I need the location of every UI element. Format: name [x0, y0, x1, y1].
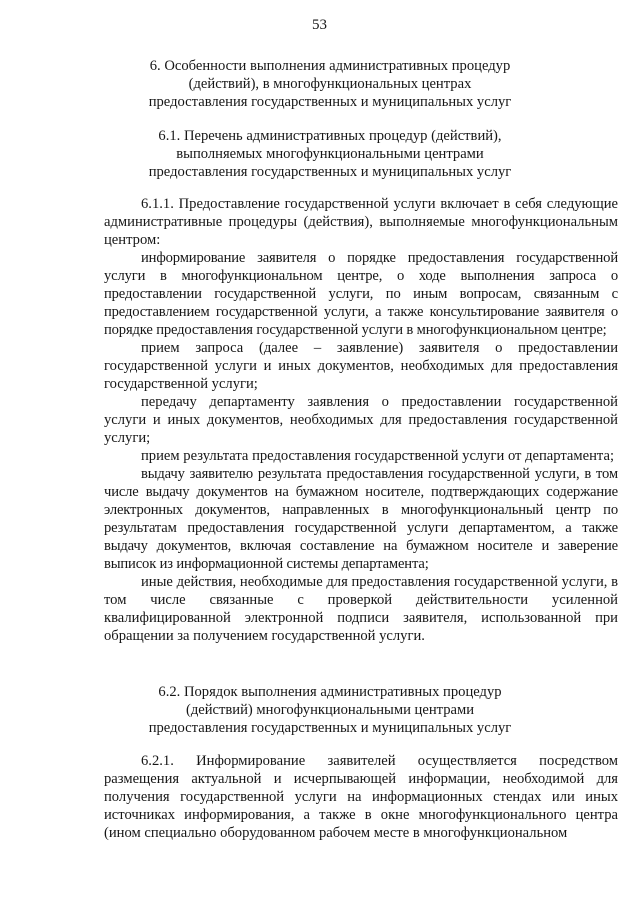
list-item-receiving-result: прием результата предоставления государственной услуги от департамента;: [141, 448, 615, 464]
heading-line: 6.1. Перечень административных процедур (действий),: [158, 128, 502, 144]
section-6-2-body: [104, 752, 618, 842]
heading-line: (действий) многофункциональными центрами: [185, 702, 475, 718]
heading-line: 6. Особенности выполнения административных процедур: [149, 58, 511, 74]
paragraph-6-1-1: 6.1.1. Предоставление государственной услуги включает в себя следующие административные процедуры (действия), выполняемые многофункциональным центром:: [104, 196, 618, 248]
list-item-transfer-to-department: передачу департаменту заявления о предоставлении государственной услуги и иных документов, необходимых для предоставления государственной услуги;: [104, 394, 618, 446]
section-6-1-heading: [90, 127, 570, 181]
heading-line: 6.2. Порядок выполнения административных процедур: [158, 684, 502, 700]
heading-line: предоставления государственных и муниципальных услуг: [148, 720, 512, 736]
heading-line: предоставления государственных и муниципальных услуг: [148, 94, 512, 110]
heading-line: предоставления государственных и муниципальных услуг: [148, 164, 512, 180]
section-6-1-body: [104, 195, 618, 645]
heading-line: (действий), в многофункциональных центрах: [188, 76, 472, 92]
page-number: 53: [312, 17, 327, 33]
list-item-receiving-request: прием запроса (далее – заявление) заявителя о предоставлении государственной услуги и иных документов, необходимых для предоставления государственной услуги;: [104, 340, 618, 392]
list-item-other-actions: иные действия, необходимые для предоставления государственной услуги, в том числе связанные с проверкой действительности усиленной квалифицированной электронной подписи заявителя, использованной при обращении за получением государственной услуги.: [104, 574, 618, 644]
section-6-heading: [90, 57, 570, 111]
section-6-2-heading: [90, 683, 570, 737]
paragraph-6-2-1: 6.2.1. Информирование заявителей осуществляется посредством размещения актуальной и исчерпывающей информации, необходимой для получения государственной услуги на информационных стендах или иных источниках информирования, а также в окне многофункционального центра (ином специально оборудованном рабочем месте в многофункциональном: [104, 753, 618, 841]
list-item-informing: информирование заявителя о порядке предоставления государственной услуги в многофункциональном центре, о ходе выполнения запроса о предоставлении государственной услуги, по иным вопросам, связанным с предоставлением государственной услуги, а также консультирование заявителя о порядке предоставления государственной услуги в многофункциональном центре;: [104, 250, 618, 338]
list-item-issuing-result: выдачу заявителю результата предоставления государственной услуги, в том числе выдачу документов на бумажном носителе, подтверждающих содержание электронных документов, направленных в многофункциональный центр по результатам предоставления государственной услуги департаментом, а также выдачу документов, включая составление на бумажном носителе и заверение выписок из информационной системы департамента;: [104, 466, 618, 572]
heading-line: выполняемых многофункциональными центрами: [176, 146, 484, 162]
